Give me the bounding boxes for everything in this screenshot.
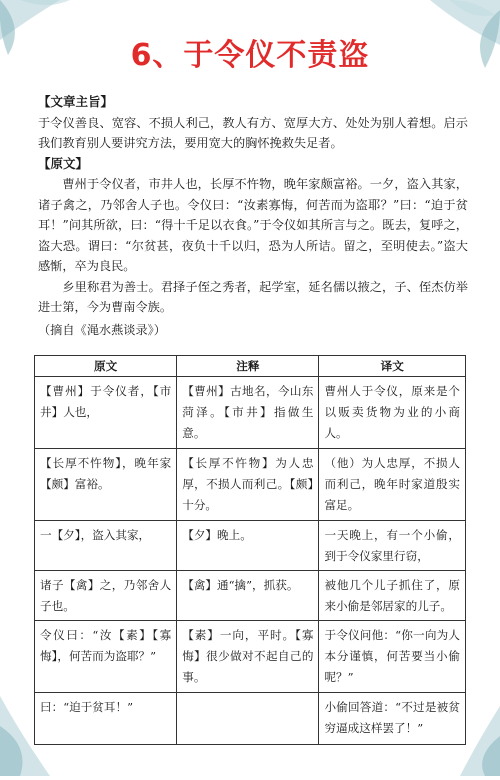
cell-original: 令仪曰：“汝【素】【寡悔】，何苦而为盗耶？” (35, 621, 177, 693)
original-paragraph: 乡里称君为善士。君择子侄之秀者，起学室，延名儒以掖之，子、侄杰仿举进士第，今为曹南令族。 (38, 279, 468, 314)
table-row (35, 521, 466, 571)
cell-translation: （他）为人忠厚，不损人而利己，晚年时家道殷实富足。 (319, 449, 466, 521)
article-body (38, 92, 468, 340)
cell-notes: 【夕】晚上。 (177, 521, 319, 571)
cell-original: 【长厚不忤物】，晚年家【颇】富裕。 (35, 449, 177, 521)
table-row (35, 693, 466, 745)
cell-translation: 被他几个儿子抓住了，原来小偷是邻居家的儿子。 (319, 571, 466, 621)
cell-translation: 于令仪问他：“你一向为人本分谨慎，何苦要当小偷呢？” (319, 621, 466, 693)
table-row (35, 377, 466, 449)
table-row (35, 571, 466, 621)
cell-notes: 【曹州】古地名，今山东菏泽。【市井】指做生意。 (177, 377, 319, 449)
column-header-notes: 注释 (177, 356, 319, 377)
column-header-translation: 译文 (319, 356, 466, 377)
original-paragraph: 曹州于令仪者，市井人也，长厚不忤物，晚年家颇富裕。一夕，盗入其家，诸子禽之，乃邻舍人子也。令仪曰：“汝素寡悔，何苦而为盗耶？”曰：“迫于贫耳！”问其所欲，曰：“得十千足以衣食。”于令仪如其所言与之。既去，复呼之，盗大恐。谓曰：“尔贫甚，夜负十千以归，恐为人所诘。留之，至明使去。”盗大感惭，卒为良民。 (38, 177, 468, 273)
table-row (35, 449, 466, 521)
column-header-original: 原文 (35, 356, 177, 377)
theme-heading: 【文章主旨】 (38, 94, 114, 109)
cell-notes: 【长厚不忤物】为人忠厚，不损人而利己。【颇】十分。 (177, 449, 319, 521)
cell-translation: 小偷回答道：“不过是被贫穷逼成这样罢了！” (319, 693, 466, 745)
source-citation: （摘自《渑水燕谈录》） (38, 322, 166, 337)
cell-notes: 【禽】通“擒”，抓获。 (177, 571, 319, 621)
cell-original: 诸子【禽】之，乃邻舍人子也。 (35, 571, 177, 621)
page-title: 6、于令仪不责盗 (130, 38, 370, 73)
annotation-table (34, 355, 466, 745)
cell-original: 【曹州】于令仪者，【市井】人也， (35, 377, 177, 449)
cell-translation: 一天晚上，有一个小偷，到于令仪家里行窃， (319, 521, 466, 571)
table-row (35, 621, 466, 693)
table-header-row (35, 356, 466, 377)
theme-text: 于令仪善良、宽容、不损人利己，教人有方、宽厚大方、处处为别人着想。启示我们教育别人要讲究方法，要用宽大的胸怀挽救失足者。 (38, 115, 468, 150)
cell-original: 曰：“迫于贫耳！” (35, 693, 177, 745)
cell-notes (177, 693, 319, 745)
original-heading: 【原文】 (38, 155, 89, 171)
cell-notes: 【素】一向，平时。【寡悔】很少做对不起自己的事。 (177, 621, 319, 693)
cell-original: 一【夕】，盗入其家， (35, 521, 177, 571)
cell-translation: 曹州人于令仪，原来是个以贩卖货物为业的小商人。 (319, 377, 466, 449)
